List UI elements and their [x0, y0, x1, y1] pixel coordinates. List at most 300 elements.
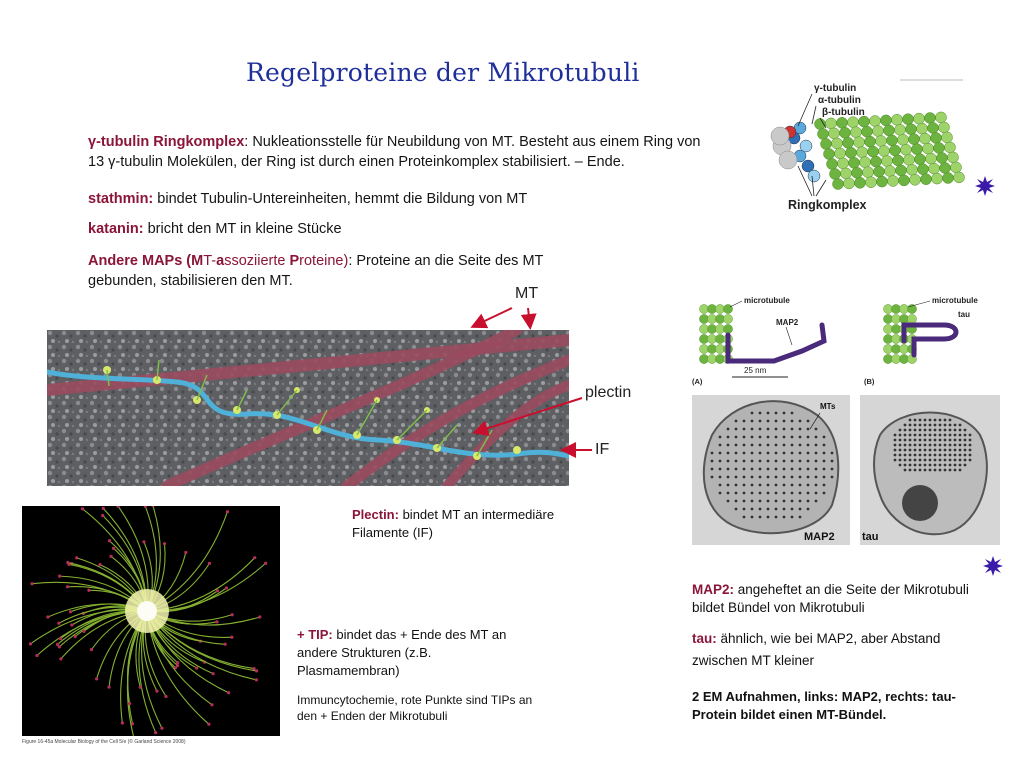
tip-dot — [109, 555, 112, 558]
microtubule-dot — [791, 420, 794, 423]
microtubule-dot — [783, 484, 786, 487]
tubulin-subunit — [877, 176, 888, 187]
microtubule-dot — [914, 449, 917, 452]
microtubule-dot — [924, 429, 927, 432]
microtubule-dot — [934, 444, 937, 447]
katanin-paragraph — [88, 219, 648, 239]
tip-dot — [264, 562, 267, 565]
gamma-tubulin-paragraph — [88, 132, 716, 172]
tip-dot — [57, 622, 60, 625]
microtubule-dot — [719, 476, 722, 479]
microtubule-dot — [743, 468, 746, 471]
microtubule-dot — [919, 424, 922, 427]
tip-dot — [82, 630, 85, 633]
microtubule-dot — [799, 476, 802, 479]
map-binding-diagram — [692, 295, 1010, 393]
tip-text: bindet das + Ende des MT an andere Strukturen (z.B. Plasmamembran) — [297, 627, 507, 678]
tubulin-subunit — [943, 173, 954, 184]
centrosome — [137, 601, 157, 621]
tubulin-subunit — [907, 314, 916, 323]
microtubule-dot — [759, 444, 762, 447]
tip-dot — [154, 731, 157, 734]
star-icon — [983, 556, 1003, 576]
microtubule-dot — [924, 464, 927, 467]
microtubule-dot — [949, 419, 952, 422]
microtubule-dot — [751, 468, 754, 471]
microtubule-dot — [711, 476, 714, 479]
microtubule-dot — [735, 500, 738, 503]
map2-em-image — [692, 395, 850, 545]
microtubule-dot — [934, 419, 937, 422]
microtubule-dot — [924, 469, 927, 472]
tubulin-subunit — [929, 163, 940, 174]
microtubule-dot — [823, 484, 826, 487]
microtubule-dot — [919, 429, 922, 432]
microtubule-dot — [751, 508, 754, 511]
microtubule-dot — [899, 434, 902, 437]
tip-dot — [155, 690, 158, 693]
tip-dot — [59, 657, 62, 660]
tip-dot — [176, 661, 179, 664]
microtubule-label-b: microtubule — [932, 296, 978, 305]
tubulin-subunit — [860, 157, 871, 168]
tubulin-subunit — [931, 133, 942, 144]
microtubule-dot — [719, 460, 722, 463]
microtubule-dot — [759, 436, 762, 439]
microtubule-dot — [799, 444, 802, 447]
tubulin-subunit — [936, 112, 947, 123]
panel-a-label: (A) — [692, 377, 703, 386]
microtubule-dot — [759, 452, 762, 455]
microtubule-dot — [919, 449, 922, 452]
microtubule-dot — [949, 459, 952, 462]
microtubule-dot — [944, 434, 947, 437]
microtubule-dot — [904, 464, 907, 467]
microtubule-dot — [823, 492, 826, 495]
microtubule-dot — [904, 439, 907, 442]
tip-dot — [102, 507, 105, 510]
plectin-paragraph — [352, 506, 602, 542]
microtubule-dot — [727, 476, 730, 479]
tip-dot — [112, 547, 115, 550]
em-map2-label: MAP2 — [804, 531, 835, 543]
tubulin-subunit — [833, 179, 844, 190]
microtubule-dot — [759, 412, 762, 415]
tip-dot — [195, 666, 198, 669]
microtubule-dot — [815, 468, 818, 471]
microtubule-dot — [909, 434, 912, 437]
microtubule-dot — [743, 508, 746, 511]
maps-term-p: P — [289, 253, 300, 269]
tubulin-subunit — [826, 118, 837, 129]
tubulin-subunit — [870, 116, 881, 127]
microtubule-dot — [949, 464, 952, 467]
tubulin-subunit — [851, 127, 862, 138]
tau-term: tau: — [692, 631, 717, 646]
microtubule-dot — [964, 454, 967, 457]
tubulin-subunit — [723, 304, 732, 313]
microtubule-dot — [934, 449, 937, 452]
microtubule-dot — [751, 412, 754, 415]
microtubule-dot — [949, 454, 952, 457]
tubulin-subunit — [862, 126, 873, 137]
microtubule-dot — [959, 429, 962, 432]
map2-term: MAP2: — [692, 582, 735, 597]
microtubule-dot — [909, 444, 912, 447]
tip-dot — [252, 667, 255, 670]
tubulin-subunit — [866, 177, 877, 188]
microtubule-dot — [759, 508, 762, 511]
microtubule-dot — [735, 428, 738, 431]
microtubule-dot — [944, 419, 947, 422]
tip-dot — [107, 685, 110, 688]
microtubule-dot — [954, 469, 957, 472]
microtubule-dot — [934, 429, 937, 432]
microtubule-dot — [775, 516, 778, 519]
ring-complex-figure — [760, 76, 970, 216]
microtubule-dot — [759, 428, 762, 431]
microtubule-dot — [964, 444, 967, 447]
tubulin-subunit — [895, 124, 906, 135]
tubulin-subunit — [882, 156, 893, 167]
microtubule-dot — [751, 500, 754, 503]
microtubule-dot — [944, 449, 947, 452]
microtubule-dot — [815, 492, 818, 495]
microtubule-dot — [939, 424, 942, 427]
microtubule-dot — [791, 500, 794, 503]
tubulin-subunit — [829, 128, 840, 139]
microtubule-dot — [959, 449, 962, 452]
microtubule-dot — [919, 439, 922, 442]
microtubule-dot — [759, 468, 762, 471]
microtubule-dot — [831, 468, 834, 471]
microtubule-dot — [954, 439, 957, 442]
tubulin-subunit — [920, 133, 931, 144]
microtubule-dot — [751, 476, 754, 479]
tip-term: + TIP: — [297, 627, 333, 642]
microtubule-dot — [815, 460, 818, 463]
if-label: IF — [595, 441, 610, 458]
microtubule-dot — [904, 454, 907, 457]
microtubule-dot — [775, 460, 778, 463]
microtubule-dot — [949, 439, 952, 442]
tubulin-subunit — [854, 137, 865, 148]
microtubule-dot — [815, 428, 818, 431]
microtubule-dot — [775, 468, 778, 471]
microtubule-dot — [924, 459, 927, 462]
microtubule-dot — [799, 460, 802, 463]
microtubule-dot — [727, 468, 730, 471]
microtubule-dot — [783, 508, 786, 511]
microtubule-dot — [791, 492, 794, 495]
microtubule-dot — [751, 444, 754, 447]
microtubule-dot — [783, 500, 786, 503]
tubulin-subunit — [903, 114, 914, 125]
microtubule-dot — [799, 468, 802, 471]
microtubule-dot — [929, 454, 932, 457]
microtubule-dot — [719, 484, 722, 487]
tubulin-subunit — [948, 152, 959, 163]
microtubule-dot — [719, 492, 722, 495]
tubulin-subunit — [843, 137, 854, 148]
microtubule-dot — [759, 500, 762, 503]
microtubule-dot — [939, 464, 942, 467]
microtubule-dot — [751, 428, 754, 431]
microtubule-dot — [894, 439, 897, 442]
tubulin-subunit — [939, 122, 950, 133]
microtubule-dot — [899, 449, 902, 452]
tip-dot — [128, 702, 131, 705]
microtubule-dot — [775, 476, 778, 479]
microtubule-dot — [767, 508, 770, 511]
tip-dot — [253, 556, 256, 559]
microtubule-dot — [735, 420, 738, 423]
microtubule-dot — [823, 468, 826, 471]
map2-paragraph — [692, 581, 1002, 617]
microtubule-dot — [969, 434, 972, 437]
microtubule-dot — [743, 492, 746, 495]
microtubule-dot — [894, 449, 897, 452]
tubulin-subunit — [876, 136, 887, 147]
tubulin-subunit — [838, 158, 849, 169]
microtubule-dot — [791, 476, 794, 479]
maps-term-part: T- — [203, 253, 217, 269]
mitochondrion — [902, 485, 938, 521]
microtubule-dot — [909, 449, 912, 452]
microtubule-dot — [969, 439, 972, 442]
tip-dot — [98, 563, 101, 566]
microtubule-dot — [711, 468, 714, 471]
microtubule-dot — [831, 452, 834, 455]
arrow-mt-right — [528, 308, 530, 326]
microtubule-dot — [959, 424, 962, 427]
microtubule-dot — [969, 459, 972, 462]
microtubule-dot — [914, 439, 917, 442]
tubulin-subunit — [837, 117, 848, 128]
microtubule-dot — [929, 464, 932, 467]
microtubule-dot — [791, 484, 794, 487]
microtubule-dot — [944, 469, 947, 472]
stathmin-paragraph — [88, 189, 648, 209]
microtubule-dot — [735, 484, 738, 487]
microtubule-dot — [783, 452, 786, 455]
em-summary: 2 EM Aufnahmen, links: MAP2, rechts: tau-Protein bildet einen MT-Bündel. — [692, 689, 956, 722]
microtubule-dot — [919, 459, 922, 462]
tip-paragraph — [297, 626, 537, 680]
tubulin-subunit — [873, 126, 884, 137]
microtubule-dot — [919, 434, 922, 437]
microtubule-dot — [959, 444, 962, 447]
tubulin-subunit — [945, 142, 956, 153]
microtubule-dot — [964, 439, 967, 442]
microtubule-dot — [759, 516, 762, 519]
microtubule-dot — [954, 444, 957, 447]
microtubule-dot — [727, 460, 730, 463]
tubulin-subunit — [849, 157, 860, 168]
microtubule-dot — [783, 428, 786, 431]
microtubule-dot — [909, 429, 912, 432]
microtubule-dot — [959, 439, 962, 442]
microtubule-dot — [929, 449, 932, 452]
microtubule-dot — [719, 468, 722, 471]
tip-dot — [95, 677, 98, 680]
microtubule-dot — [939, 434, 942, 437]
microtubule-dot — [799, 420, 802, 423]
microtubule-dot — [823, 452, 826, 455]
microtubule-dot — [815, 484, 818, 487]
tip-dot — [208, 562, 211, 565]
tubulin-subunit — [824, 149, 835, 160]
microtubule-dot — [743, 428, 746, 431]
stathmin-term: stathmin: — [88, 191, 154, 207]
microtubule-dot — [799, 492, 802, 495]
microtubule-dot — [751, 492, 754, 495]
figure-caption: Figure 16-45a Molecular Biology of the Cell 5/e (© Garland Science 2008) — [22, 739, 186, 745]
tip-dot — [226, 510, 229, 513]
tip-dot — [66, 585, 69, 588]
microtubule-dot — [959, 454, 962, 457]
microtubule-dot — [775, 508, 778, 511]
microtubule-dot — [904, 444, 907, 447]
tubulin-subunit — [942, 132, 953, 143]
plectin-label: plectin — [585, 384, 632, 401]
tubulin-subunit — [887, 135, 898, 146]
plectin-text: bindet MT an intermediäre Filamente (IF) — [352, 507, 555, 540]
tubulin-subunit — [857, 147, 868, 158]
tau-em-image — [860, 395, 1000, 545]
microtubule-dot — [719, 452, 722, 455]
tubulin-subunit — [723, 314, 732, 323]
maps-term-a: a — [216, 253, 225, 269]
tubulin-subunit — [907, 164, 918, 175]
microtubule-dot — [791, 428, 794, 431]
tubulin-subunit — [892, 114, 903, 125]
tubulin-subunit — [893, 155, 904, 166]
microtubule-dot — [735, 508, 738, 511]
microtubule-dot — [783, 460, 786, 463]
microtubule-dot — [815, 500, 818, 503]
tubulin-subunit — [901, 144, 912, 155]
microtubule-dot — [964, 434, 967, 437]
tubulin-subunit — [888, 176, 899, 187]
tubulin-subunit — [910, 174, 921, 185]
tip-dot — [142, 540, 145, 543]
microtubule-dot — [959, 434, 962, 437]
tip-dot — [216, 589, 219, 592]
tubulin-subunit — [865, 136, 876, 147]
microtubule-dot — [727, 436, 730, 439]
maps-text: : Proteine an die Seite des MT gebunden, stabilisieren den MT. — [88, 253, 544, 289]
microtubule-dot — [924, 419, 927, 422]
tubulin-subunit — [937, 153, 948, 164]
microtubule-dot — [914, 464, 917, 467]
microtubule-dot — [791, 412, 794, 415]
microtubule-dot — [791, 436, 794, 439]
microtubule-dot — [964, 449, 967, 452]
microtubule-dot — [944, 444, 947, 447]
microtubule-dot — [944, 429, 947, 432]
scale-label: 25 nm — [744, 366, 767, 375]
pointer-line — [816, 180, 826, 196]
tubulin-subunit — [832, 138, 843, 149]
microtubule-dot — [791, 468, 794, 471]
microtubule-dot — [799, 508, 802, 511]
microtubule-dot — [775, 436, 778, 439]
microtubule-dot — [954, 434, 957, 437]
microtubule-dot — [894, 459, 897, 462]
microtubule-dot — [783, 516, 786, 519]
microtubule-dot — [904, 429, 907, 432]
microtubule-dot — [735, 444, 738, 447]
microtubule-dot — [791, 452, 794, 455]
microtubule-dot — [759, 420, 762, 423]
microtubule-dot — [759, 492, 762, 495]
tubulin-subunit — [830, 169, 841, 180]
microtubule-dot — [914, 419, 917, 422]
microtubule-dot — [759, 460, 762, 463]
tubulin-subunit — [871, 156, 882, 167]
microtubule-dot — [969, 449, 972, 452]
microtubule-dot — [783, 412, 786, 415]
tip-dot — [59, 637, 62, 640]
microtubule-dot — [959, 459, 962, 462]
maps-term-m: M — [191, 253, 204, 269]
microtubule-dot — [775, 484, 778, 487]
tip-dot — [81, 507, 84, 510]
arrow-mt-left — [474, 308, 512, 326]
microtubule-dot — [727, 492, 730, 495]
tip-dot — [163, 542, 166, 545]
microtubule-dot — [831, 476, 834, 479]
microtubule-dot — [767, 452, 770, 455]
microtubule-dot — [934, 434, 937, 437]
microtubule-dot — [914, 434, 917, 437]
microtubule-dot — [909, 464, 912, 467]
microtubule-dot — [939, 469, 942, 472]
mt-label: MT — [515, 285, 539, 302]
em-tau-label: tau — [862, 531, 879, 543]
microtubule-dot — [799, 484, 802, 487]
microtubule-dot — [929, 469, 932, 472]
tip-dot — [70, 623, 73, 626]
tip-dot — [46, 615, 49, 618]
microtubule-dot — [934, 424, 937, 427]
tubulin-subunit — [909, 134, 920, 145]
microtubule-dot — [914, 469, 917, 472]
microtubule-dot — [909, 469, 912, 472]
microtubule-dot — [939, 444, 942, 447]
microtubule-dot — [919, 469, 922, 472]
microtubule-dot — [783, 492, 786, 495]
star-icon — [975, 176, 995, 196]
tubulin-subunit — [821, 139, 832, 150]
tubulin-subunit — [884, 125, 895, 136]
microtubule-dot — [919, 454, 922, 457]
microtubule-dot — [807, 500, 810, 503]
katanin-text: bricht den MT in kleine Stücke — [143, 221, 342, 237]
tip-dot — [231, 613, 234, 616]
microtubule-dot — [914, 424, 917, 427]
plectin-term: Plectin: — [352, 507, 399, 522]
microtubule-dot — [934, 469, 937, 472]
tau-paragraph — [692, 628, 992, 672]
microtubule-dot — [899, 464, 902, 467]
tubulin-subunit — [879, 146, 890, 157]
microtubule-dot — [727, 444, 730, 447]
tip-dot — [108, 539, 111, 542]
microtubule-dot — [934, 454, 937, 457]
microtubule-dot — [807, 428, 810, 431]
